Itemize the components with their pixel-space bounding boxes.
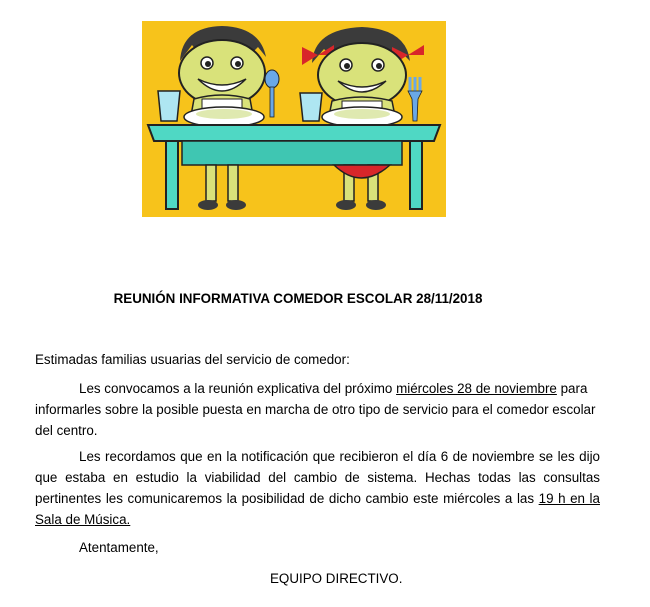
paragraph-meeting-invite xyxy=(35,378,600,441)
paragraph1-text-end: para informarles sobre la posible puesta en marcha de otro tipo de servicio para el comedor escolar del centro. xyxy=(35,381,596,438)
children-eating-icon xyxy=(142,21,446,217)
children-eating-illustration xyxy=(142,21,446,217)
meeting-time-place-underlined: 19 h en la Sala de Música. xyxy=(35,491,600,527)
paragraph-reminder xyxy=(35,446,600,530)
paragraph2-text: Les recordamos que en la notificación que recibieron el día 6 de noviembre se les dijo que estaba en estudio la viabilidad del cambio de sistema. Hechas todas las consultas pertinentes les comunicaremos la posibilidad de dicho cambio este miércoles a las xyxy=(35,449,600,506)
document-title: REUNIÓN INFORMATIVA COMEDOR ESCOLAR 28/11/2018 xyxy=(113,291,483,306)
meeting-date-underlined: miércoles 28 de noviembre xyxy=(396,381,557,396)
signature: EQUIPO DIRECTIVO. xyxy=(270,571,403,586)
greeting-line: Estimadas familias usuarias del servicio de comedor: xyxy=(35,352,350,367)
paragraph1-text: Les convocamos a la reunión explicativa del próximo xyxy=(79,381,397,396)
closing-line: Atentamente, xyxy=(79,540,159,555)
